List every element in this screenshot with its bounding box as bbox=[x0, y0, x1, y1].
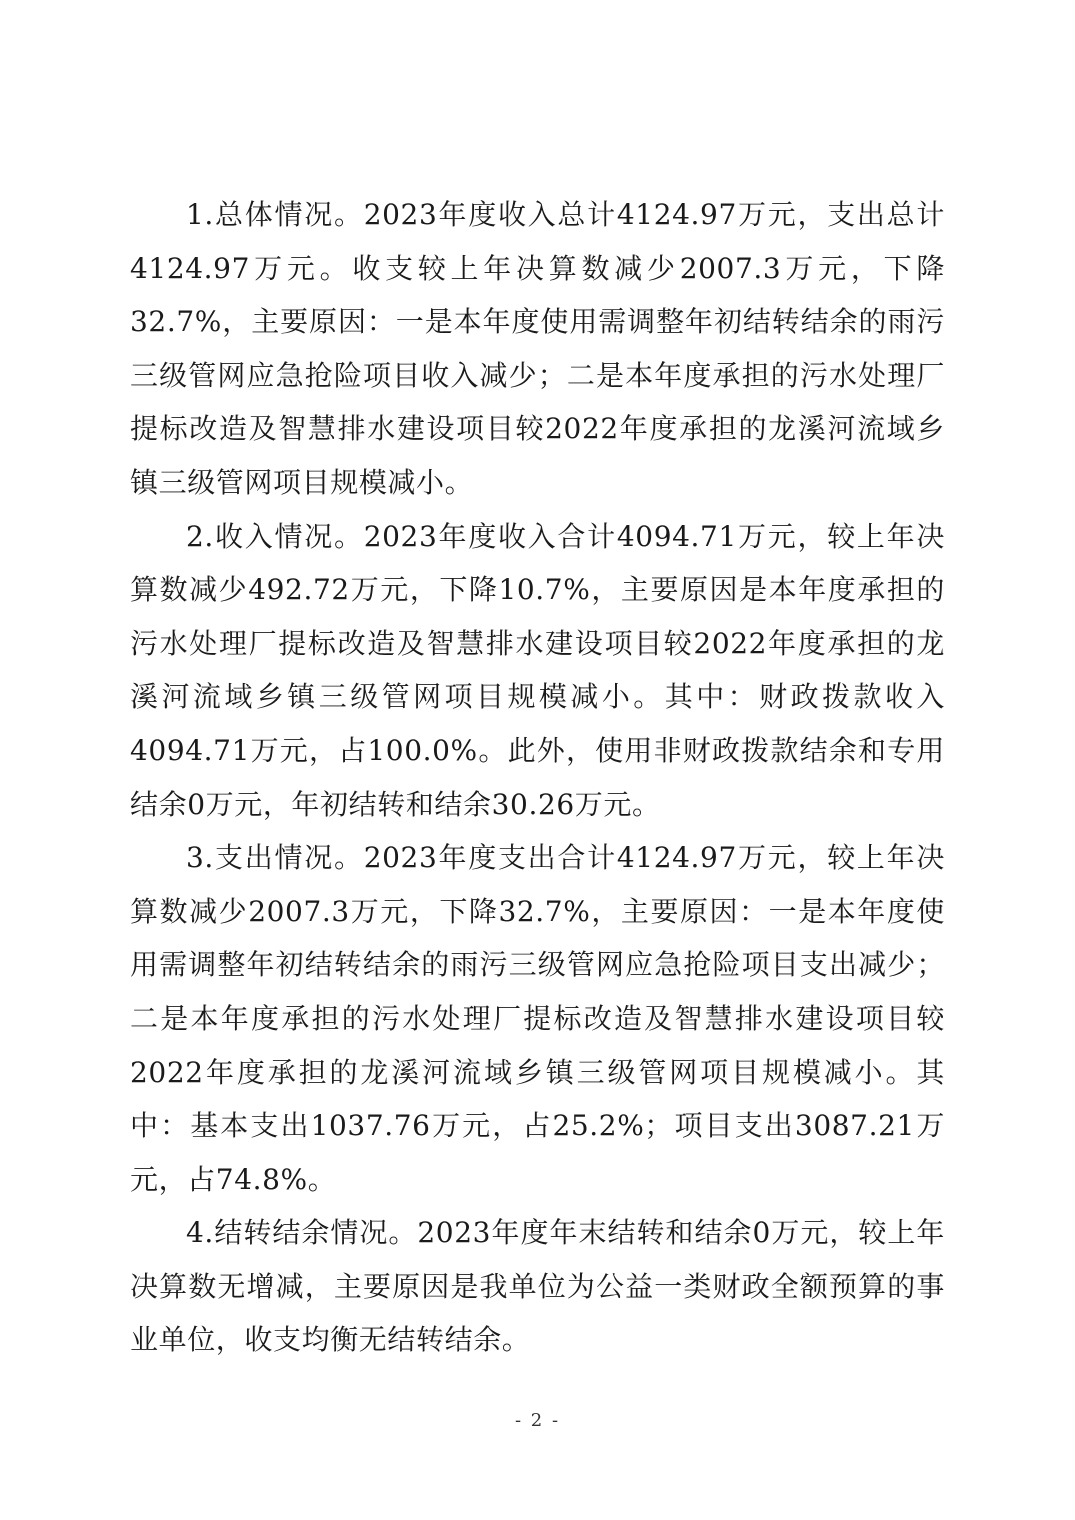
paragraph-overall: 1.总体情况。2023年度收入总计4124.97万元，支出总计4124.97万元。收支较上年决算数减少2007.3万元，下降32.7%，主要原因：一是本年度使用需调整年初结转结余的雨污三级管网应急抢险项目收入减少；二是本年度承担的污水处理厂提标改造及智慧排水建设项目较2022年度承担的龙溪河流域乡镇三级管网项目规模减小。 bbox=[130, 198, 945, 499]
document-body bbox=[130, 188, 945, 1367]
paragraph-carryover: 4.结转结余情况。2023年度年末结转和结余0万元，较上年决算数无增减，主要原因是我单位为公益一类财政全额预算的事业单位，收支均衡无结转结余。 bbox=[130, 1216, 945, 1357]
paragraph-income: 2.收入情况。2023年度收入合计4094.71万元，较上年决算数减少492.72万元，下降10.7%，主要原因是本年度承担的污水处理厂提标改造及智慧排水建设项目较2022年度承担的龙溪河流域乡镇三级管网项目规模减小。其中：财政拨款收入4094.71万元，占100.0%。此外，使用非财政拨款结余和专用结余0万元，年初结转和结余30.26万元。 bbox=[130, 519, 945, 821]
page-number: - 2 - bbox=[514, 1410, 561, 1431]
paragraph-expenditure: 3.支出情况。2023年度支出合计4124.97万元，较上年决算数减少2007.3万元，下降32.7%，主要原因：一是本年度使用需调整年初结转结余的雨污三级管网应急抢险项目支出减少；二是本年度承担的污水处理厂提标改造及智慧排水建设项目较2022年度承担的龙溪河流域乡镇三级管网项目规模减小。其中：基本支出1037.76万元，占25.2%；项目支出3087.21万元，占74.8%。 bbox=[130, 841, 945, 1196]
